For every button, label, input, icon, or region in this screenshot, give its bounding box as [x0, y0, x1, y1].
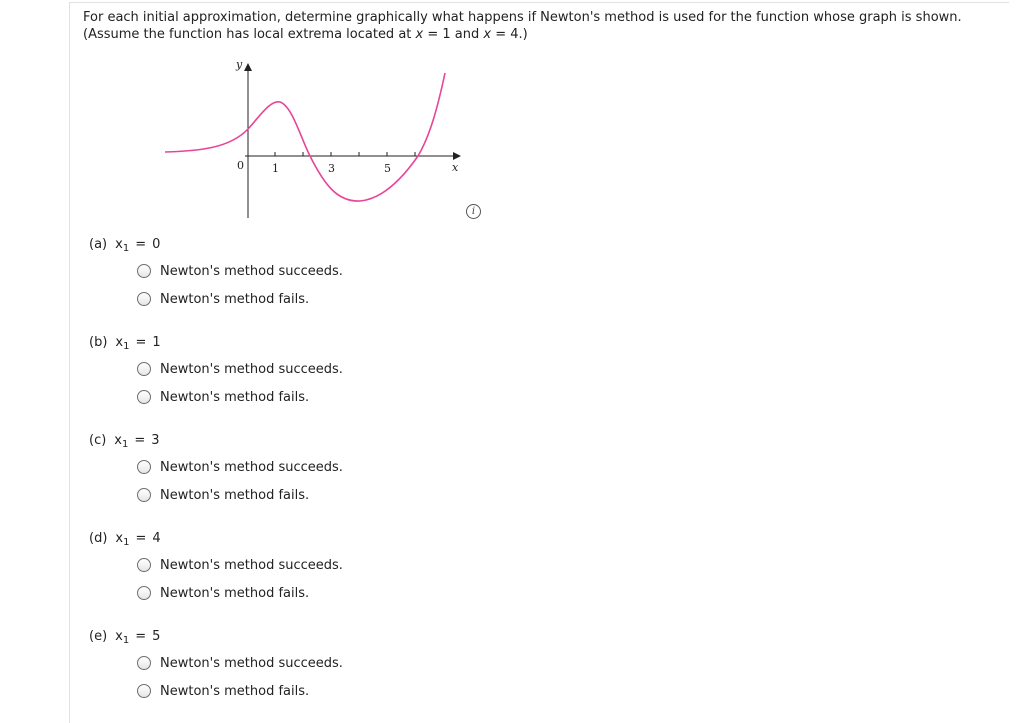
part-d-option-succeeds[interactable]	[137, 556, 343, 574]
part-b-heading	[89, 334, 489, 354]
radio-button[interactable]	[137, 558, 151, 572]
y-axis-label: y	[236, 58, 243, 71]
part-e-option-fails[interactable]	[137, 682, 309, 700]
option-label: Newton's method fails.	[160, 291, 310, 307]
radio-button[interactable]	[137, 292, 151, 306]
part-a-option-fails[interactable]	[137, 290, 309, 308]
part-letter: (a)	[89, 237, 108, 252]
initial-value: 1	[152, 335, 161, 350]
prompt-line-1: For each initial approximation, determine graphically what happens if Newton's method is used for the function whose graph is shown.	[83, 10, 962, 25]
variable-name: x	[115, 237, 123, 252]
equals-sign: =	[134, 433, 146, 448]
equals-sign: =	[135, 335, 147, 350]
part-b-option-fails[interactable]	[137, 388, 309, 406]
variable-subscript: 1	[122, 243, 130, 254]
variable-subscript: 1	[122, 635, 130, 646]
function-graph	[160, 56, 470, 221]
option-label: Newton's method succeeds.	[160, 655, 343, 671]
radio-button[interactable]	[137, 390, 151, 404]
initial-value: 5	[152, 629, 161, 644]
part-b-option-succeeds[interactable]	[137, 360, 343, 378]
prompt-variable: x	[415, 26, 424, 42]
part-letter: (d)	[89, 531, 108, 546]
tick-label: 3	[328, 162, 335, 175]
initial-value: 3	[151, 433, 160, 448]
prompt-text: (Assume the function has local extrema located at	[83, 26, 416, 42]
part-b	[89, 334, 489, 405]
x1-variable	[115, 531, 129, 546]
part-c-heading	[89, 432, 489, 452]
radio-button[interactable]	[137, 264, 151, 278]
initial-value: 4	[152, 531, 161, 546]
x1-variable	[115, 335, 129, 350]
radio-button[interactable]	[137, 586, 151, 600]
variable-name: x	[115, 531, 124, 546]
part-c-option-fails[interactable]	[137, 486, 309, 504]
radio-button[interactable]	[137, 460, 151, 474]
part-letter: (c)	[89, 433, 107, 448]
option-label: Newton's method fails.	[160, 389, 310, 405]
part-d-option-fails[interactable]	[137, 584, 309, 602]
option-label: Newton's method succeeds.	[160, 459, 343, 475]
part-e-heading	[89, 628, 489, 648]
part-letter: (b)	[89, 335, 108, 350]
question-prompt	[83, 10, 983, 43]
equals-sign: =	[135, 531, 147, 546]
prompt-text: = 1 and	[423, 26, 484, 42]
origin-label: 0	[237, 159, 244, 172]
option-label: Newton's method fails.	[160, 585, 310, 601]
part-a-heading	[89, 236, 489, 256]
variable-name: x	[115, 335, 124, 350]
prompt-line-2	[83, 27, 983, 44]
option-label: Newton's method succeeds.	[160, 557, 343, 573]
part-c	[89, 432, 489, 503]
x-axis-label: x	[452, 161, 459, 174]
part-a	[89, 236, 489, 307]
tick-label: 1	[272, 162, 279, 175]
variable-subscript: 1	[123, 341, 130, 352]
variable-name: x	[114, 433, 122, 448]
option-label: Newton's method fails.	[160, 487, 310, 503]
variable-subscript: 1	[123, 537, 130, 548]
prompt-text: = 4.)	[491, 26, 528, 42]
radio-button[interactable]	[137, 656, 151, 670]
function-curve	[165, 73, 445, 201]
variable-name: x	[115, 629, 123, 644]
option-label: Newton's method succeeds.	[160, 361, 343, 377]
part-d-heading	[89, 530, 489, 550]
option-label: Newton's method succeeds.	[160, 263, 343, 279]
x1-variable	[115, 237, 129, 252]
option-label: Newton's method fails.	[160, 683, 310, 699]
radio-button[interactable]	[137, 488, 151, 502]
equals-sign: =	[135, 237, 147, 252]
x1-variable	[115, 629, 129, 644]
prompt-variable: x	[483, 26, 492, 42]
part-d	[89, 530, 489, 601]
radio-button[interactable]	[137, 684, 151, 698]
part-c-option-succeeds[interactable]	[137, 458, 343, 476]
tick-label: 5	[384, 162, 391, 175]
initial-value: 0	[152, 237, 161, 252]
x1-variable	[114, 433, 128, 448]
equals-sign: =	[135, 629, 147, 644]
radio-button[interactable]	[137, 362, 151, 376]
part-a-option-succeeds[interactable]	[137, 262, 343, 280]
part-e	[89, 628, 489, 699]
part-e-option-succeeds[interactable]	[137, 654, 343, 672]
info-icon[interactable]: i	[466, 204, 481, 219]
variable-subscript: 1	[122, 439, 129, 450]
part-letter: (e)	[89, 629, 108, 644]
